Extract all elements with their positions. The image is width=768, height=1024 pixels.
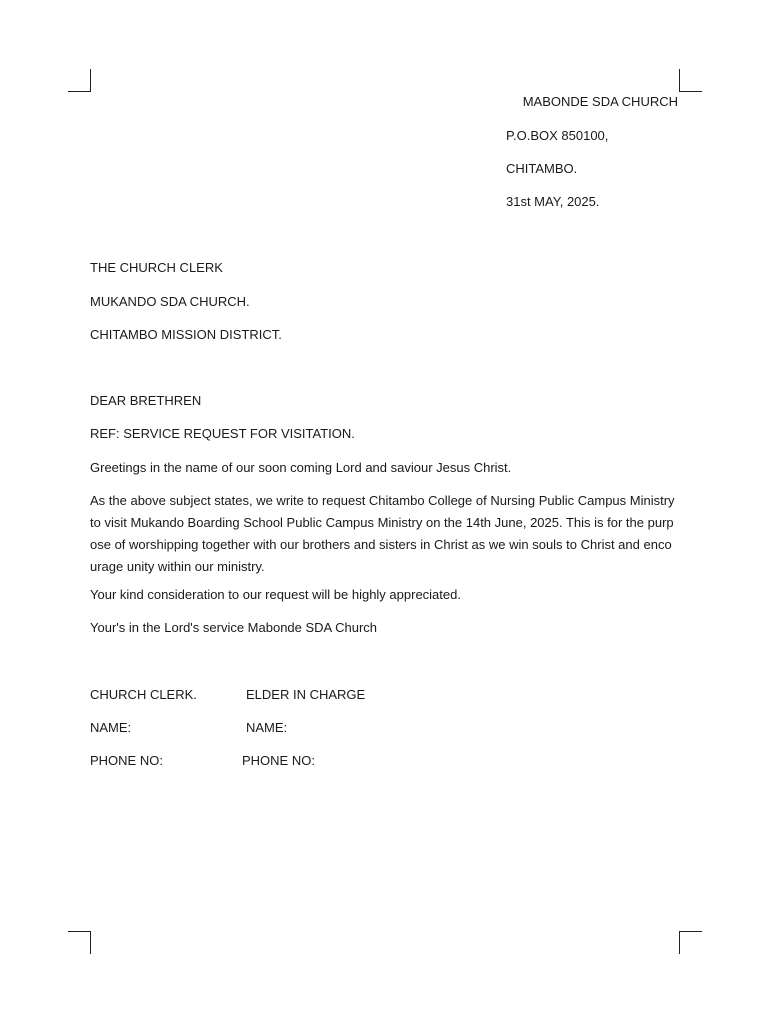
sender-church: MABONDE SDA CHURCH	[522, 94, 678, 109]
greeting: Greetings in the name of our soon coming Lord and saviour Jesus Christ.	[90, 460, 512, 475]
crop-mark-bottom-left	[68, 931, 91, 954]
clerk-phone-label: PHONE NO:	[90, 753, 163, 768]
clerk-name-label: NAME:	[90, 720, 132, 735]
crop-mark-bottom-right	[679, 931, 702, 954]
clerk-role: CHURCH CLERK.	[90, 687, 197, 702]
reference-line: REF: SERVICE REQUEST FOR VISITATION.	[90, 426, 355, 441]
recipient-church: MUKANDO SDA CHURCH.	[90, 294, 250, 309]
recipient-district: CHITAMBO MISSION DISTRICT.	[90, 327, 282, 342]
closing-line: Your's in the Lord's service Mabonde SDA Church	[90, 620, 378, 635]
body-paragraph: As the above subject states, we write to request Chitambo College of Nursing Public Campus Ministry to visit Mukando Boarding School Public Campus Ministry on the 14th June, 2025. This is for the purpose of worshipping together with our brothers and sisters in Christ as we win souls to Christ and encourage unity within our ministry.	[90, 493, 675, 574]
recipient-title: THE CHURCH CLERK	[90, 260, 223, 275]
crop-mark-top-right	[679, 69, 702, 92]
salutation: DEAR BRETHREN	[90, 393, 202, 408]
elder-name-label: NAME:	[246, 720, 288, 735]
letter-date: 31st MAY, 2025.	[506, 194, 600, 209]
sender-box: P.O.BOX 850100,	[506, 128, 609, 143]
consideration-line: Your kind consideration to our request will be highly appreciated.	[90, 587, 461, 602]
elder-phone-label: PHONE NO:	[242, 753, 315, 768]
elder-role: ELDER IN CHARGE	[246, 687, 366, 702]
sender-town: CHITAMBO.	[506, 161, 578, 176]
crop-mark-top-left	[68, 69, 91, 92]
